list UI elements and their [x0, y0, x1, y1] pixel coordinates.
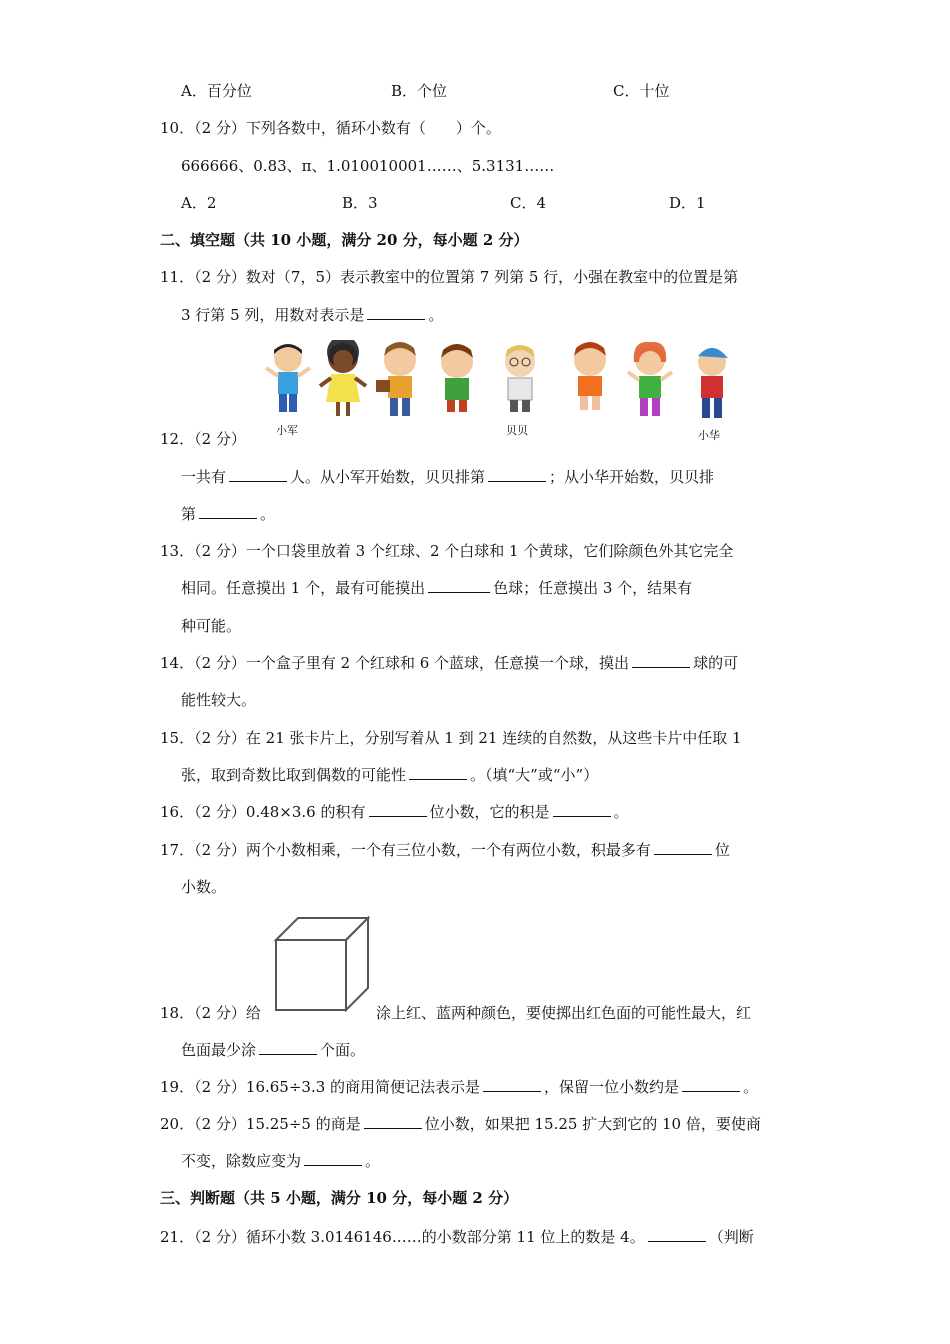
q19-line — [160, 1077, 758, 1097]
q20-end: 。 — [365, 1152, 381, 1170]
kid-figure — [376, 342, 416, 416]
section-2-heading: 二、填空题（共 10 小题，满分 20 分，每小题 2 分） — [160, 231, 529, 249]
q12-blank-position2[interactable] — [199, 504, 257, 519]
q20-blank-divisor[interactable] — [304, 1151, 362, 1166]
kid-figure — [574, 342, 606, 410]
q16-text-b: 位小数，它的积是 — [429, 803, 550, 821]
q13-text-b: 色球；任意摸出 3 个，结果有 — [493, 579, 693, 597]
kid-figure — [698, 348, 728, 418]
q20-line2 — [181, 1151, 380, 1171]
q14-line2: 能性较大。 — [181, 691, 257, 709]
q19-end: 。 — [743, 1078, 759, 1096]
q17-text-a: 17．（2 分）两个小数相乘，一个有三位小数，一个有两位小数，积最多有 — [160, 841, 651, 859]
children-illustration — [258, 340, 738, 440]
q12-text-b: 人。从小军开始数，贝贝排第 — [290, 468, 486, 486]
q11-text: 3 行第 5 列，用数对表示是 — [181, 306, 365, 324]
q18-text-b: 涂上红、蓝两种颜色，要使掷出红色面的可能性最大，红 — [376, 1004, 752, 1022]
q21-text-b: （判断 — [708, 1228, 754, 1246]
kid-figure — [320, 340, 366, 416]
q9-option-a: A．百分位 — [181, 82, 252, 100]
q17-text-b: 位 — [714, 841, 730, 859]
q15-line1: 15．（2 分）在 21 张卡片上，分别写着从 1 到 21 连续的自然数，从这些卡片中任取 1 — [160, 729, 742, 747]
q13-text-a: 相同。任意摸出 1 个，最有可能摸出 — [181, 579, 426, 597]
q20-text-c: 不变，除数应变为 — [181, 1152, 302, 1170]
q11-line1: 11．（2 分）数对（7，5）表示教室中的位置第 7 列第 5 行，小强在教室中的位置是第 — [160, 268, 739, 286]
q15-line2 — [181, 765, 598, 785]
children-figures — [258, 340, 738, 440]
q18-blank[interactable] — [259, 1040, 317, 1055]
q10-option-b: B．3 — [342, 194, 378, 212]
q20-text-b: 位小数，如果把 15.25 扩大到它的 10 倍，要使商 — [424, 1115, 761, 1133]
q13-line2 — [181, 578, 692, 598]
q18-text-a: 18．（2 分）给 — [160, 1004, 261, 1022]
q21-blank[interactable] — [648, 1227, 706, 1242]
q19-blank-notation[interactable] — [483, 1077, 541, 1092]
q14-line1 — [160, 653, 738, 673]
cube-drawing — [272, 914, 372, 1012]
q11-line2 — [181, 305, 443, 325]
q19-text-b: ，保留一位小数约是 — [544, 1078, 680, 1096]
q11-answer-blank[interactable] — [367, 305, 425, 320]
kid-figure — [505, 345, 535, 412]
q17-blank[interactable] — [654, 840, 712, 855]
kid-label-xiaohua: 小华 — [698, 429, 720, 442]
q20-line1 — [160, 1114, 761, 1134]
q11-end: 。 — [428, 306, 444, 324]
q10-option-d: D．1 — [669, 194, 706, 212]
q19-blank-rounded[interactable] — [682, 1077, 740, 1092]
q21-line — [160, 1227, 754, 1247]
q18-text-c: 色面最少涂 — [181, 1041, 257, 1059]
q16-blank-digits[interactable] — [369, 802, 427, 817]
q20-blank-digits[interactable] — [364, 1114, 422, 1129]
q14-text-b: 球的可 — [693, 654, 739, 672]
q12-text-c: ；从小华开始数，贝贝排 — [549, 468, 715, 486]
q12-line2 — [181, 504, 275, 524]
q10-option-a: A．2 — [181, 194, 217, 212]
q13-line3: 种可能。 — [181, 617, 242, 635]
q14-text-a: 14．（2 分）一个盒子里有 2 个红球和 6 个蓝球，任意摸一个球，摸出 — [160, 654, 630, 672]
q16-text-a: 16．（2 分）0.48×3.6 的积有 — [160, 803, 366, 821]
q16-end: 。 — [613, 803, 629, 821]
kid-label-beibei: 贝贝 — [506, 424, 528, 437]
q14-blank[interactable] — [632, 653, 690, 668]
q18-line2 — [181, 1040, 365, 1060]
kid-label-xiaojun: 小军 — [276, 424, 298, 437]
q12-line1 — [181, 467, 714, 487]
kid-figure — [628, 342, 672, 416]
q9-option-b: B．个位 — [391, 82, 448, 100]
section-3-heading: 三、判断题（共 5 小题，满分 10 分，每小题 2 分） — [160, 1189, 519, 1207]
q15-text-a: 张，取到奇数比取到偶数的可能性 — [181, 766, 407, 784]
q12-text-a: 一共有 — [181, 468, 227, 486]
kid-figure — [266, 344, 310, 412]
q21-text-a: 21．（2 分）循环小数 3.0146146……的小数部分第 11 位上的数是 4。 — [160, 1228, 645, 1246]
q16-line — [160, 802, 629, 822]
q12-text-d: 第 — [181, 505, 197, 523]
q10-stem: 10．（2 分）下列各数中，循环小数有（ ）个。 — [160, 119, 501, 137]
cube-figure — [272, 914, 372, 1016]
q19-text-a: 19．（2 分）16.65÷3.3 的商用简便记法表示是 — [160, 1078, 481, 1096]
q12-blank-count[interactable] — [229, 467, 287, 482]
q17-line2: 小数。 — [181, 878, 227, 896]
q16-blank-product[interactable] — [553, 802, 611, 817]
q17-line1 — [160, 840, 730, 860]
q15-blank[interactable] — [409, 765, 467, 780]
q10-option-c: C．4 — [510, 194, 547, 212]
q13-line1: 13．（2 分）一个口袋里放着 3 个红球、2 个白球和 1 个黄球，它们除颜色外其它完全 — [160, 542, 734, 560]
q20-text-a: 20．（2 分）15.25÷5 的商是 — [160, 1115, 361, 1133]
q12-blank-position1[interactable] — [488, 467, 546, 482]
q15-text-b: 。（填“大”或“小”） — [470, 766, 599, 784]
kid-figure — [441, 344, 473, 412]
q12-number: 12．（2 分） — [160, 430, 246, 448]
q18-text-d: 个面。 — [320, 1041, 366, 1059]
q13-blank-color[interactable] — [428, 578, 490, 593]
q12-end: 。 — [260, 505, 276, 523]
q9-option-c: C．十位 — [613, 82, 670, 100]
q10-numbers: 666666、0.83、π、1.010010001……、5.3131…… — [181, 157, 555, 175]
